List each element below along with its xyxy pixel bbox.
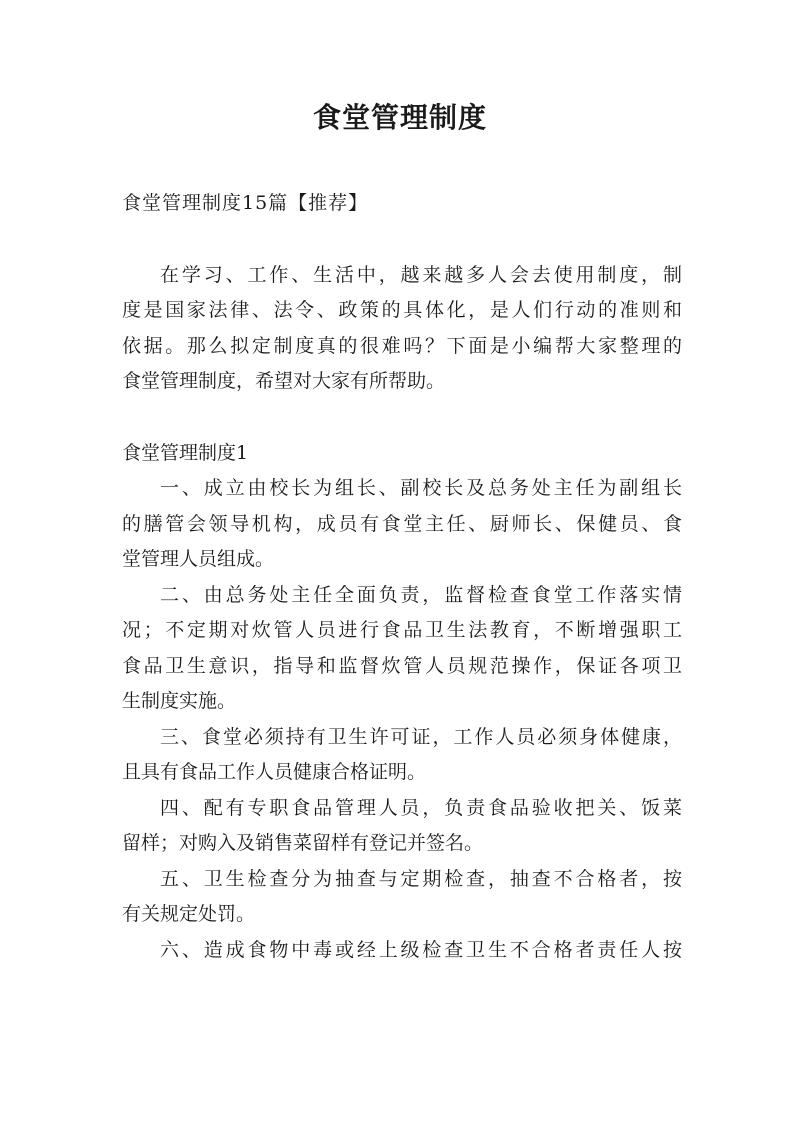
rule-line: 五、卫生检查分为抽查与定期检查，抽查不合格者，按 — [160, 867, 682, 890]
rule-line: 食品卫生意识，指导和监督炊管人员规范操作，保证各项卫 — [122, 654, 682, 677]
rule-line: 四、配有专职食品管理人员，负责食品验收把关、饭菜 — [160, 796, 682, 819]
rule-line: 留样；对购入及销售菜留样有登记并签名。 — [122, 832, 484, 854]
rule-line: 生制度实施。 — [122, 690, 237, 712]
spacer — [122, 222, 682, 258]
rule-item-2 — [122, 578, 682, 720]
intro-paragraph — [122, 258, 682, 294]
intro-line: 度是国家法律、法令、政策的具体化，是人们行动的准则和 — [122, 299, 682, 321]
rule-item-5 — [122, 862, 682, 933]
rule-line: 六、造成食物中毒或经上级检查卫生不合格者责任人按 — [160, 938, 682, 961]
rule-line: 且具有食品工作人员健康合格证明。 — [122, 761, 427, 783]
document-body — [122, 186, 682, 968]
rule-line: 的膳管会领导机构，成员有食堂主任、厨师长、保健员、食 — [122, 512, 682, 535]
intro-line: 食堂管理制度，希望对大家有所帮助。 — [122, 370, 446, 392]
rule-item-1 — [122, 471, 682, 578]
subtitle-text: 食堂管理制度15篇【推荐】 — [122, 192, 369, 214]
section-heading-text: 食堂管理制度1 — [122, 441, 249, 464]
rule-line: 一、成立由校长为组长、副校长及总务处主任为副组长 — [160, 477, 682, 499]
rule-line: 三、食堂必须持有卫生许可证，工作人员必须身体健康， — [160, 725, 682, 748]
intro-paragraph-cont — [122, 293, 682, 400]
rule-item-3 — [122, 720, 682, 791]
intro-line: 依据。那么拟定制度真的很难吗？下面是小编帮大家整理的 — [122, 334, 682, 357]
section-heading — [122, 436, 682, 472]
rule-line: 况；不定期对炊管人员进行食品卫生法教育，不断增强职工 — [122, 619, 682, 641]
document-subtitle — [122, 186, 682, 222]
rule-item-4 — [122, 791, 682, 862]
rule-line: 二、由总务处主任全面负责，监督检查食堂工作落实情 — [160, 583, 682, 606]
intro-line: 在学习、工作、生活中，越来越多人会去使用制度，制 — [160, 263, 682, 286]
rule-item-6 — [122, 933, 682, 969]
document-title: 食堂管理制度 — [312, 101, 487, 134]
rule-line: 有关规定处罚。 — [122, 903, 256, 925]
spacer — [122, 400, 682, 436]
rule-line: 堂管理人员组成。 — [122, 548, 275, 570]
